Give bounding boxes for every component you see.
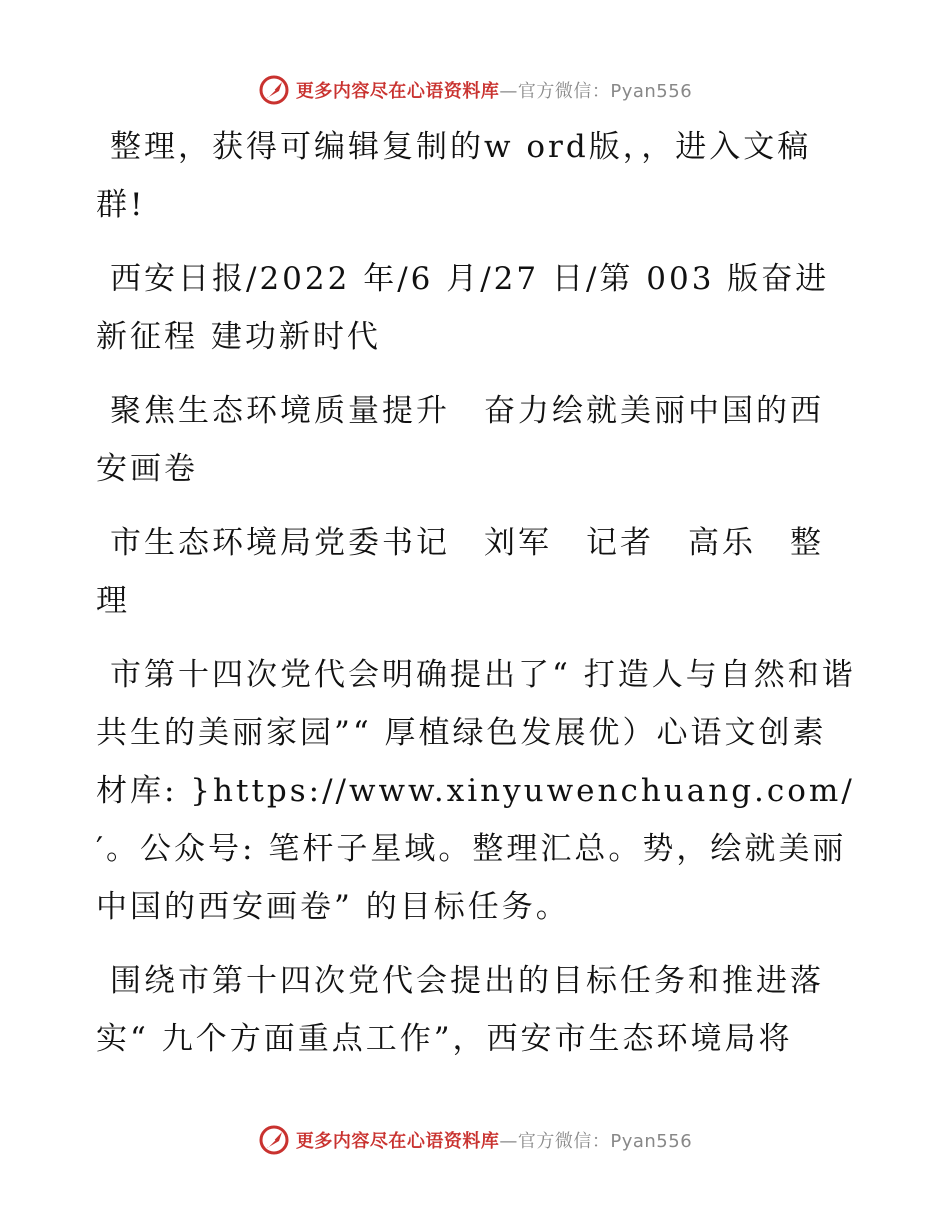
banner-main-text: 更多内容尽在心语资料库 [295,1131,500,1152]
banner-main-text: 更多内容尽在心语资料库 [295,81,500,102]
paragraph-source: 西安日报/2022 年/6 月/27 日/第 003 版奋进新征程 建功新时代 [96,261,830,355]
quill-pen-logo-icon [258,1124,290,1156]
banner-wechat-text: 官方微信：Pyan556 [517,81,693,102]
banner-separator: — [499,81,518,102]
banner-text [296,77,692,103]
banner-text [296,1127,692,1153]
paragraph-intro: 整理，获得可编辑复制的w ord版，，进入文稿群! [96,129,812,223]
document-body [96,118,856,1084]
quill-pen-logo-icon [258,74,290,106]
paragraph-headline: 聚焦生态环境质量提升 奋力绘就美丽中国的西安画卷 [96,393,824,487]
paragraph-body-1: 市第十四次党代会明确提出了“ 打造人与自然和谐共生的美丽家园”“ 厚植绿色发展优）心语文创素材库: }https://www.xinyuwenchuang.com/′。公众号: 笔杆子星域。整理汇总。势，绘就美丽中国的西安画卷” 的目标任务。 [96,657,856,925]
paragraph-byline: 市生态环境局党委书记 刘军 记者 高乐 整理 [96,525,824,619]
banner-wechat-text: 官方微信：Pyan556 [517,1131,693,1152]
banner-separator: — [499,1131,518,1152]
paragraph-body-2: 围绕市第十四次党代会提出的目标任务和推进落实“ 九个方面重点工作”，西安市生态环境局将 [96,963,824,1057]
footer-banner [0,1120,950,1160]
header-banner [0,70,950,110]
